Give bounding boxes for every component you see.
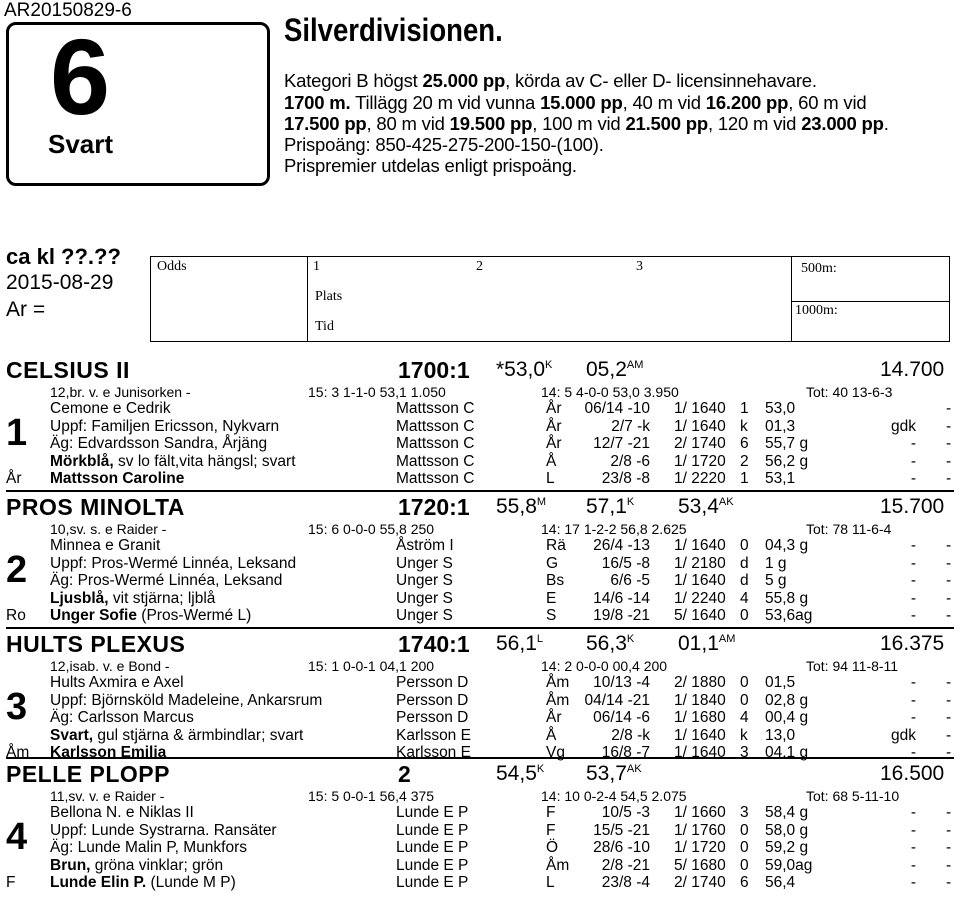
horse-name: PROS MINOLTA [6,494,185,520]
conditions-line-1: Kategori B högst 25.000 pp, körda av C- eller D- licensinnehavare. [284,70,817,91]
row-distance: 2/ 1740 [674,435,726,452]
row-driver: Mattsson C [396,470,475,487]
record-suffix: AM [718,633,736,645]
row-odds: - [910,589,916,607]
row-odds: - [910,607,916,624]
row-placing: 0 [740,607,749,624]
row-mark: - [946,726,952,744]
horse-prize: 16.500 [880,762,945,785]
row-distance: 1/ 1640 [674,572,726,589]
row-distance: 1/ 2220 [674,470,726,487]
row-track: L [546,470,555,487]
start-number: 4 [6,816,28,858]
record-value: 53,7 [586,762,627,785]
row-track: År [546,417,562,435]
race-number: 6 [50,16,109,137]
row-driver: Unger S [396,589,453,607]
stats-2015: 15: 3 1-1-0 53,1 1.050 [308,384,446,400]
row-odds: gdk [891,726,916,744]
row-odds: - [910,674,916,691]
row-odds: - [910,554,916,572]
plats-label: Plats [315,289,343,304]
row-mark: - [946,537,952,554]
horse-distance: 1740:1 [398,631,470,657]
row-track: År [546,400,562,417]
record-suffix: AM [626,359,644,371]
row-description-text: Hults Axmira e Axel [50,674,184,691]
row-odds: - [910,709,916,726]
row-track: Åm [546,674,570,691]
row-description [50,839,247,857]
record-suffix: K [626,633,635,645]
record-value: 53,4 [678,495,719,518]
row-description-text: Uppf: Lunde Systrarna. Ransäter [50,821,277,839]
record-suffix: K [545,359,553,371]
record-value: 01,1 [678,632,719,655]
row-mark: - [946,400,952,417]
row-time: 55,8 g [765,589,809,607]
row-description [50,470,184,488]
row-driver: Persson D [396,691,469,709]
row-time: 01,5 [765,674,796,691]
row-date: 2/8 -21 [601,856,650,874]
row-track: G [546,554,559,572]
row-mark: - [946,821,952,839]
record-suffix: K [536,763,545,775]
row-track: Rä [546,537,566,554]
row-track: Bs [546,572,565,589]
row-driver: Karlsson E [396,726,471,744]
row-mark: - [946,417,952,435]
row-track: L [546,874,555,891]
tid-label: Tid [315,319,334,334]
row-track: År [546,435,562,452]
row-description-text: gröna vinklar; grön [90,856,224,874]
row-description-text: Uppf: Pros-Wermé Linnéa, Leksand [50,554,297,572]
record-suffix: K [626,496,635,508]
row-odds: - [910,856,916,874]
row-track: S [546,607,557,624]
horse-info: 12,br. v. e Junisorken - [50,384,191,400]
row-track: E [546,589,557,607]
row-date: 28/6 -10 [593,839,650,856]
start-time: ca kl ??.?? [6,244,121,269]
row-description-bold: Brun, [50,856,91,874]
row-mark: - [946,589,952,607]
row-driver: Lunde E P [396,804,469,821]
horse-record [496,762,544,786]
row-description-bold: Mattsson Caroline [50,470,185,487]
row-description-text: Äg: Edvardsson Sandra, Årjäng [50,435,268,452]
row-mark: - [946,607,952,624]
horse-home-track: F [6,874,16,891]
row-description-text: Äg: Lunde Malin P, Munkfors [50,839,248,856]
horse-prize: 15.700 [880,495,945,518]
row-placing: 6 [740,435,749,452]
row-description [50,822,277,840]
row-time: 13,0 [765,726,796,744]
stats-total: Tot: 40 13-6-3 [806,384,893,400]
row-mark: - [946,572,952,589]
horse-record [678,632,735,656]
row-track: Åm [546,691,570,709]
row-description-text: sv lo fält,vita hängsl; svart [113,452,296,470]
horse-record [496,632,543,656]
row-driver: Unger S [396,607,453,624]
row-time: 53,1 [765,470,796,487]
row-time: 55,7 g [765,435,809,452]
row-description [50,744,166,762]
row-description [50,607,251,625]
row-date: 2/8 -k [611,726,650,744]
row-placing: 0 [740,691,749,709]
record-value: 56,3 [586,632,627,655]
race-color-label: Svart [48,129,114,159]
row-driver: Karlsson E [396,744,471,761]
row-driver: Mattsson C [396,417,475,435]
row-mark: - [946,435,952,452]
row-odds: - [910,804,916,821]
row-description-text: Cemone e Cedrik [50,400,171,417]
row-placing: 0 [740,856,749,874]
record-value: 05,2 [586,358,627,381]
horse-record [586,762,642,786]
stats-total: Tot: 78 11-6-4 [806,521,892,537]
horse-record [678,495,734,519]
row-driver: Persson D [396,709,469,726]
horse-prize: 16.375 [880,632,945,655]
record-value: 57,1 [586,495,627,518]
horse-home-track: Åm [6,744,30,761]
horse-distance: 1700:1 [398,357,470,383]
row-description [50,874,236,892]
horse-separator [6,757,954,759]
row-odds: - [910,572,916,589]
row-placing: d [740,572,749,589]
row-description-text: Äg: Pros-Wermé Linnéa, Leksand [50,572,283,589]
row-driver: Mattsson C [396,452,475,470]
row-track: F [546,804,556,821]
record-value: 55,8 [496,495,537,518]
start-number: 3 [6,686,28,728]
row-mark: - [946,452,952,470]
row-mark: - [946,839,952,856]
row-date: 10/13 -4 [593,674,650,691]
col-3: 3 [636,259,643,274]
row-placing: 0 [740,537,749,554]
stats-total: Tot: 94 11-8-11 [806,658,899,674]
row-description-bold: Svart, [50,726,94,744]
row-track: F [546,821,556,839]
row-date: 23/8 -8 [601,470,650,487]
race-number-box [6,22,270,186]
row-distance: 1/ 2180 [674,554,726,572]
row-description-text: Uppf: Björnsköld Madeleine, Ankarsrum [50,691,323,709]
row-odds: - [910,691,916,709]
row-description-text: Bellona N. e Niklas II [50,804,194,821]
record-suffix: AK [626,763,642,775]
stats-2014: 14: 5 4-0-0 53,0 3.950 [541,384,679,400]
row-mark: - [946,554,952,572]
row-driver: Mattsson C [396,400,475,417]
row-driver: Persson D [396,674,469,691]
row-description-text: Minnea e Granit [50,537,161,554]
row-distance: 2/ 1880 [674,674,726,691]
horse-home-track: Ro [6,607,26,624]
row-odds: - [910,744,916,761]
row-placing: 0 [740,821,749,839]
row-distance: 1/ 1760 [674,821,726,839]
row-placing: 1 [740,470,749,487]
row-distance: 5/ 1640 [674,607,726,624]
stats-2014: 14: 17 1-2-2 56,8 2.625 [541,521,687,537]
row-date: 12/7 -21 [593,435,650,452]
record-suffix: AK [718,496,734,508]
row-description [50,453,296,471]
row-time: 02,8 g [765,691,809,709]
row-placing: d [740,554,749,572]
row-placing: 3 [740,804,749,821]
row-placing: 4 [740,709,749,726]
row-distance: 1/ 1640 [674,726,726,744]
stats-2015: 15: 1 0-0-1 04,1 200 [308,658,435,674]
row-description-bold: Karlsson Emilia [50,744,167,761]
horse-separator [6,627,954,629]
record-value: *53,0 [496,358,546,381]
row-odds: - [910,435,916,452]
row-mark: - [946,691,952,709]
row-description-bold: Ljusblå, [50,589,109,607]
horse-name: CELSIUS II [6,357,130,383]
horse-record [586,632,634,656]
row-driver: Lunde E P [396,874,469,891]
row-distance: 1/ 1640 [674,400,726,417]
row-track: Ö [546,839,559,856]
conditions-line-5: Prispremier utdelas enligt prispoäng. [284,155,577,176]
horse-home-track: År [6,470,22,487]
row-distance: 2/ 1740 [674,874,726,891]
row-description [50,418,279,436]
row-description [50,435,267,453]
stats-2015: 15: 6 0-0-0 55,8 250 [308,521,435,537]
row-description-bold: Mörkblå, [50,452,114,470]
record-value: 56,1 [496,632,537,655]
row-driver: Lunde E P [396,839,469,856]
row-date: 26/4 -13 [593,537,650,554]
row-track: Å [546,726,557,744]
row-mark: - [946,856,952,874]
row-time: 56,4 [765,874,796,891]
row-date: 2/8 -6 [610,452,650,470]
start-number: 2 [6,549,28,591]
horse-name: HULTS PLEXUS [6,631,186,657]
row-date: 10/5 -3 [601,804,650,821]
row-description [50,555,296,573]
row-odds: - [910,537,916,554]
row-placing: 4 [740,589,749,607]
row-distance: 1/ 1720 [674,452,726,470]
horse-record [496,358,552,382]
row-distance: 5/ 1680 [674,856,726,874]
col-1: 1 [313,259,320,274]
horse-distance: 2 [398,761,411,787]
row-mark: - [946,709,952,726]
row-track: Vg [546,744,565,761]
row-description [50,804,194,822]
row-odds: - [910,470,916,487]
row-date: 23/8 -4 [601,874,650,891]
row-odds: - [910,452,916,470]
stats-total: Tot: 68 5-11-10 [806,788,900,804]
horse-info: 12,isab. v. e Bond - [50,658,170,674]
race-title: Silverdivisionen. [284,12,503,48]
row-placing: 1 [740,400,749,417]
start-number: 1 [6,412,28,454]
row-time: 53,0 [765,400,796,417]
row-distance: 1/ 1640 [674,417,726,435]
row-driver: Unger S [396,554,453,572]
row-date: 06/14 -10 [584,400,650,417]
row-placing: 2 [740,452,749,470]
row-description [50,674,184,692]
stats-2015: 15: 5 0-0-1 56,4 375 [308,788,435,804]
row-date: 2/7 -k [611,417,650,435]
1000m-label: 1000m: [795,303,838,318]
row-description-bold: Unger Sofie [50,607,137,624]
stats-2014: 14: 2 0-0-0 00,4 200 [541,658,668,674]
row-placing: 0 [740,839,749,856]
row-mark: - [946,874,952,891]
odds-label: Odds [157,259,187,274]
row-description-text: Uppf: Familjen Ericsson, Nykvarn [50,417,280,435]
row-mark: - [946,804,952,821]
row-time: 5 g [765,572,787,589]
row-time: 04,1 g [765,744,809,761]
horse-info: 10,sv. s. e Raider - [50,521,167,537]
row-date: 19/8 -21 [593,607,650,624]
row-placing: 0 [740,674,749,691]
horse-info: 11,sv. v. e Raider - [50,788,165,804]
horse-record [586,495,634,519]
conditions-line-2: 1700 m. Tillägg 20 m vid vunna 15.000 pp, 40 m vid 16.200 pp, 60 m vid [284,92,867,113]
row-date: 15/5 -21 [593,821,650,839]
row-description [50,590,215,608]
record-value: 54,5 [496,762,537,785]
horse-prize: 14.700 [880,358,945,381]
row-description [50,727,303,745]
row-track: Åm [546,856,570,874]
row-odds: gdk [891,417,916,435]
row-description-bold: Lunde Elin P. [50,874,147,891]
row-odds: - [910,874,916,891]
row-placing: k [740,726,748,744]
race-id: AR20150829-6 [4,0,132,21]
row-track: År [546,709,562,726]
record-suffix: L [536,633,543,645]
row-date: 14/6 -14 [593,589,650,607]
horse-record [496,495,546,519]
row-description [50,572,282,590]
row-description [50,857,223,875]
row-description [50,537,160,555]
row-date: 6/6 -5 [610,572,650,589]
row-description [50,692,322,710]
row-description-text: vit stjärna; ljblå [108,589,216,607]
row-placing: 3 [740,744,749,761]
horse-record [586,358,643,382]
row-distance: 1/ 1660 [674,804,726,821]
row-date: 16/5 -8 [601,554,650,572]
row-time: 1 g [765,554,787,572]
row-mark: - [946,470,952,487]
row-description-text: (Pros-Wermé L) [136,607,252,624]
row-description [50,400,171,418]
row-description [50,709,194,727]
conditions-line-3: 17.500 pp, 80 m vid 19.500 pp, 100 m vid 21.500 pp, 120 m vid 23.000 pp. [284,113,889,134]
row-time: 56,2 g [765,452,809,470]
row-distance: 1/ 1640 [674,744,726,761]
horse-name: PELLE PLOPP [6,761,170,787]
row-track: Å [546,452,557,470]
row-distance: 1/ 1720 [674,839,726,856]
row-distance: 1/ 1840 [674,691,726,709]
row-placing: 6 [740,874,749,891]
row-placing: k [740,417,748,435]
row-odds: - [910,839,916,856]
ar-label: Ar = [6,298,46,321]
row-description-text: (Lunde M P) [146,874,236,891]
row-driver: Mattsson C [396,435,475,452]
horse-separator [6,490,954,492]
row-distance: 1/ 1640 [674,537,726,554]
horse-distance: 1720:1 [398,494,470,520]
row-driver: Lunde E P [396,856,469,874]
record-suffix: M [536,496,547,508]
row-distance: 1/ 1680 [674,709,726,726]
row-description-text: Äg: Carlsson Marcus [50,709,194,726]
row-driver: Åström I [396,537,454,554]
row-mark: - [946,674,952,691]
row-time: 53,6ag [765,607,813,624]
row-mark: - [946,744,952,761]
row-date: 06/14 -6 [593,709,650,726]
row-time: 58,0 g [765,821,809,839]
row-time: 59,2 g [765,839,809,856]
conditions-line-4: Prispoäng: 850-425-275-200-150-(100). [284,134,604,155]
500m-label: 500m: [801,261,837,276]
odds-result-table [150,256,950,342]
row-time: 59,0ag [765,856,813,874]
row-driver: Lunde E P [396,821,469,839]
row-date: 04/14 -21 [584,691,650,709]
race-date: 2015-08-29 [6,271,114,294]
row-odds: - [910,821,916,839]
row-time: 04,3 g [765,537,809,554]
col-2: 2 [476,259,483,274]
row-description-text: gul stjärna & ärmbindlar; svart [93,726,304,744]
row-date: 16/8 -7 [601,744,650,761]
stats-2014: 14: 10 0-2-4 54,5 2.075 [541,788,687,804]
row-time: 00,4 g [765,709,809,726]
row-driver: Unger S [396,572,453,589]
row-time: 01,3 [765,417,796,435]
row-time: 58,4 g [765,804,809,821]
row-distance: 1/ 2240 [674,589,726,607]
